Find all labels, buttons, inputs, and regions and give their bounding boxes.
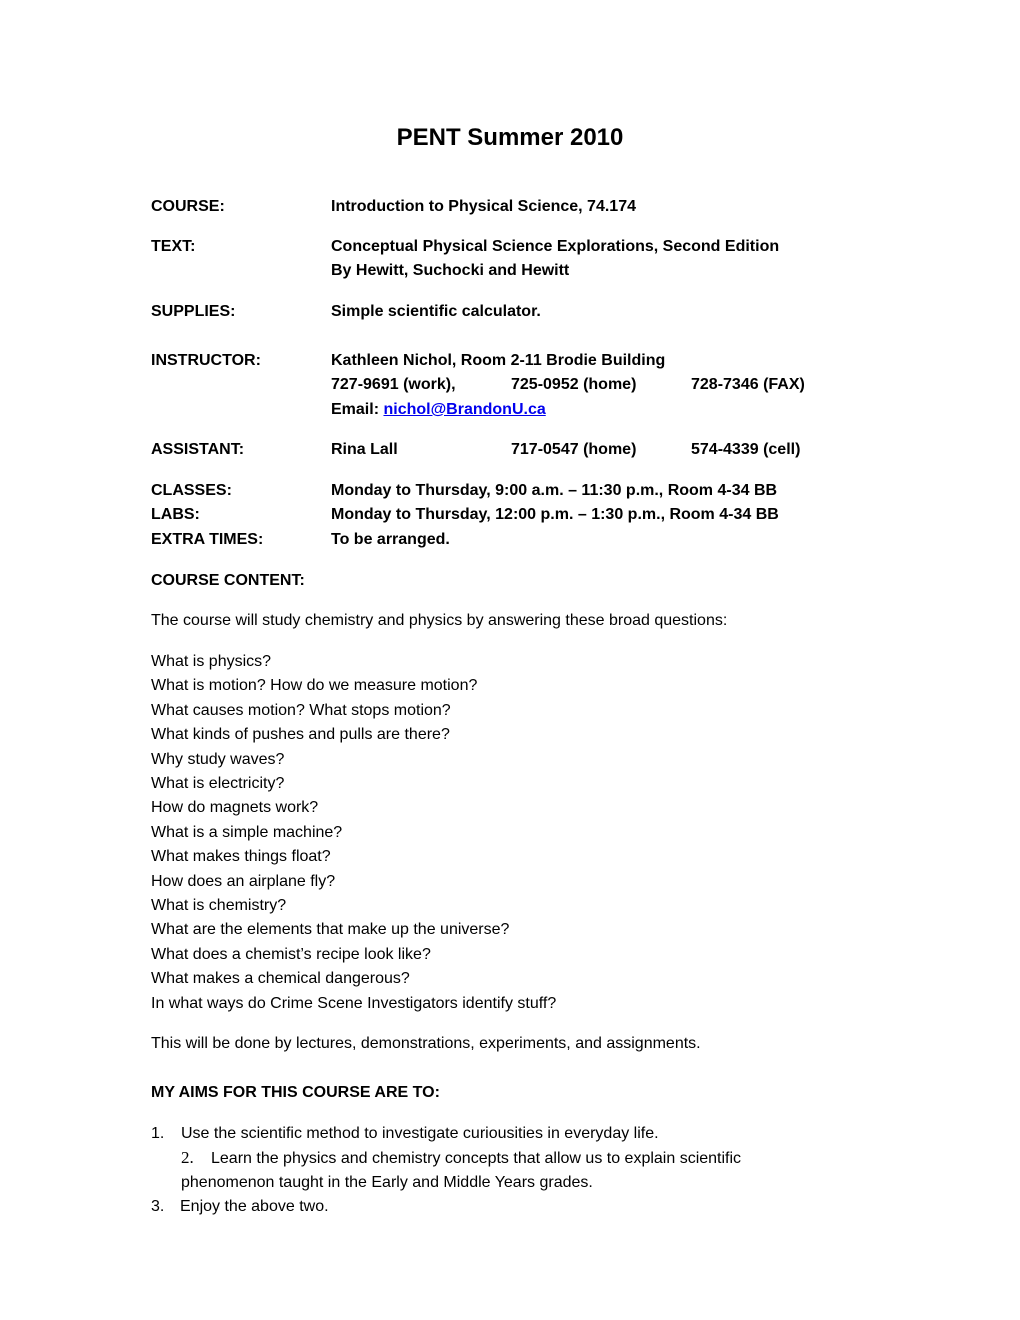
- instructor-email-line: [331, 398, 546, 422]
- extra-times-label: EXTRA TIMES:: [151, 531, 264, 548]
- list-item: Why study waves?: [151, 750, 285, 768]
- assistant-name: Rina Lall: [331, 441, 398, 458]
- instructor-email-label: Email:: [331, 401, 380, 418]
- supplies-value: Simple scientific calculator.: [331, 303, 541, 320]
- list-item: What is chemistry?: [151, 897, 287, 915]
- list-item: In what ways do Crime Scene Investigators identify stuff?: [151, 994, 557, 1012]
- list-item: How do magnets work?: [151, 799, 319, 817]
- list-item: What is electricity?: [151, 775, 285, 793]
- instructor-name-room: Kathleen Nichol, Room 2-11 Brodie Building: [331, 352, 666, 369]
- question-list: [151, 650, 556, 1016]
- instructor-fax: 728-7346 (FAX): [691, 376, 805, 393]
- supplies-label: SUPPLIES:: [151, 303, 236, 320]
- aim-item-1: [151, 1122, 659, 1146]
- aim-text: Learn the physics and chemistry concepts that allow us to explain scientific: [211, 1150, 742, 1167]
- list-item: What makes things float?: [151, 848, 331, 866]
- assistant-home-phone: 717-0547 (home): [511, 441, 637, 458]
- labs-value: Monday to Thursday, 12:00 p.m. – 1:30 p.m., Room 4-34 BB: [331, 506, 779, 523]
- aim-text: Use the scientific method to investigate curiousities in everyday life.: [181, 1125, 659, 1142]
- classes-value: Monday to Thursday, 9:00 a.m. – 11:30 p.m., Room 4-34 BB: [331, 482, 778, 499]
- extra-times-value: To be arranged.: [331, 531, 450, 548]
- aims-heading: MY AIMS FOR THIS COURSE ARE TO:: [151, 1084, 440, 1101]
- list-item: What kinds of pushes and pulls are there?: [151, 726, 450, 744]
- list-item: What are the elements that make up the universe?: [151, 921, 510, 939]
- aim-item-2: [181, 1146, 741, 1171]
- list-item: What is physics?: [151, 653, 272, 670]
- instructor-home-phone: 725-0952 (home): [511, 376, 637, 393]
- instructor-email-link[interactable]: nichol@BrandonU.ca: [383, 401, 546, 418]
- assistant-label: ASSISTANT:: [151, 441, 245, 458]
- text-title: Conceptual Physical Science Explorations, Second Edition: [331, 238, 780, 255]
- text-label: TEXT:: [151, 238, 196, 255]
- aim-item-3: [151, 1195, 329, 1219]
- list-item: What is a simple machine?: [151, 823, 343, 841]
- aim-number: 1.: [151, 1125, 165, 1142]
- course-content-heading: COURSE CONTENT:: [151, 572, 305, 589]
- course-method-text: This will be done by lectures, demonstrations, experiments, and assignments.: [151, 1035, 701, 1052]
- document-title: PENT Summer 2010: [396, 124, 624, 151]
- list-item: What is motion? How do we measure motion?: [151, 677, 478, 695]
- course-content-intro: The course will study chemistry and physics by answering these broad questions:: [151, 612, 728, 629]
- classes-label: CLASSES:: [151, 482, 232, 499]
- course-value: Introduction to Physical Science, 74.174: [331, 198, 636, 215]
- text-authors: By Hewitt, Suchocki and Hewitt: [331, 262, 570, 279]
- course-label: COURSE:: [151, 198, 225, 215]
- list-item: How does an airplane fly?: [151, 872, 336, 890]
- list-item: What does a chemist’s recipe look like?: [151, 945, 431, 963]
- labs-label: LABS:: [151, 506, 200, 523]
- aim-number: 3.: [151, 1198, 165, 1215]
- assistant-cell-phone: 574-4339 (cell): [691, 441, 801, 458]
- aim-number: 2.: [181, 1148, 194, 1167]
- aim-text: Enjoy the above two.: [180, 1198, 329, 1215]
- aim-item-2-continued: phenomenon taught in the Early and Middle Years grades.: [181, 1174, 593, 1191]
- list-item: What causes motion? What stops motion?: [151, 701, 451, 719]
- instructor-label: INSTRUCTOR:: [151, 352, 261, 369]
- instructor-work-phone: 727-9691 (work),: [331, 376, 456, 393]
- list-item: What makes a chemical dangerous?: [151, 970, 410, 988]
